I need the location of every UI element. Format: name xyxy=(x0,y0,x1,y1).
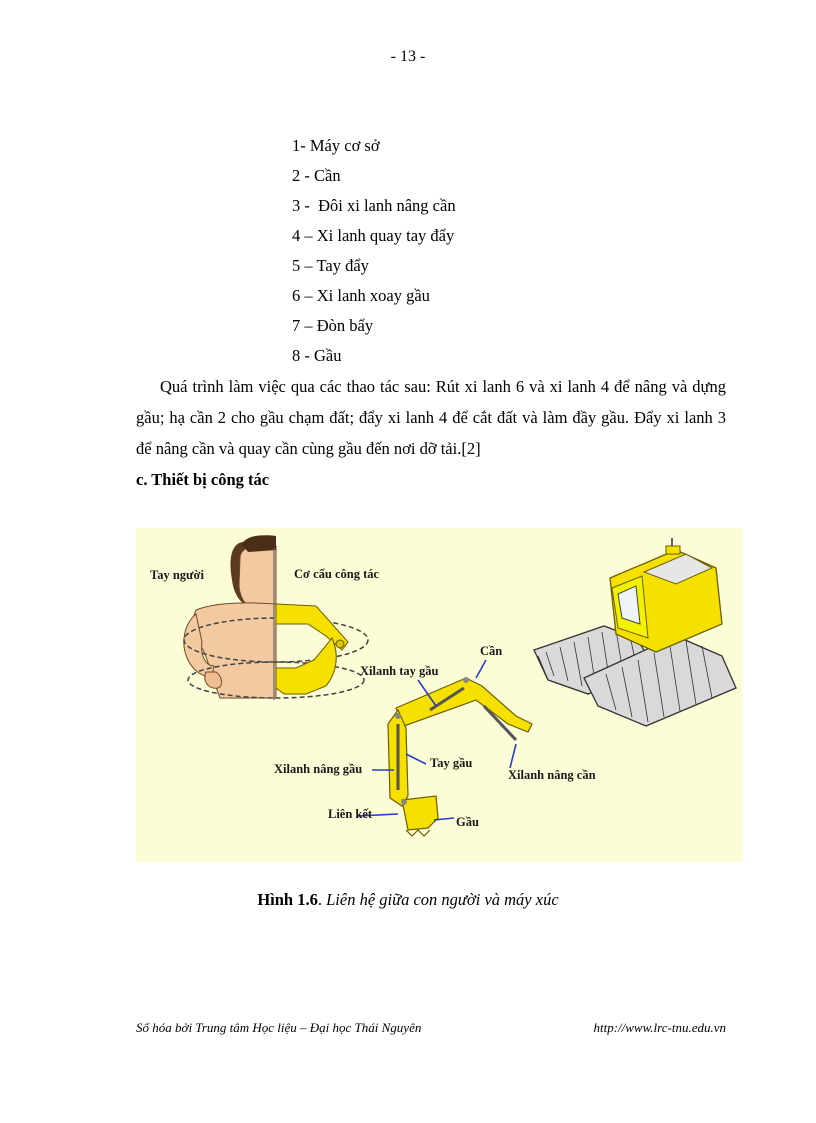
excavator xyxy=(534,538,736,726)
page-number: - 13 - xyxy=(390,48,426,65)
label-mechanism: Cơ cấu công tác xyxy=(294,567,380,581)
list-item: 7 – Đòn bẩy xyxy=(292,316,374,335)
list-item: 3 - Đôi xi lanh nâng cần xyxy=(292,196,456,215)
mechanical-arm-half xyxy=(276,604,348,694)
figure-illustration xyxy=(136,528,742,862)
label-arm-cylinder: Xilanh tay gầu xyxy=(360,664,439,678)
label-boom: Cần xyxy=(480,644,503,658)
list-item: 4 – Xi lanh quay tay đẩy xyxy=(292,226,455,245)
label-boom-cylinder: Xilanh nâng cần xyxy=(508,768,596,782)
footer-url[interactable]: http://www.lrc-tnu.edu.vn xyxy=(593,1020,726,1035)
label-human-arm: Tay người xyxy=(150,568,204,582)
figure-human-vs-excavator xyxy=(136,528,742,862)
list-item: 5 – Tay đẩy xyxy=(292,256,369,275)
body-paragraph xyxy=(136,371,726,464)
label-linkage: Liên kết xyxy=(328,807,373,821)
leader-lines xyxy=(358,660,516,820)
list-item: 2 - Cần xyxy=(292,166,341,185)
label-bucket: Gầu xyxy=(456,815,479,829)
caption-text: Liên hệ giữa con người và máy xúc xyxy=(326,890,559,909)
caption-label: Hình 1.6 xyxy=(257,890,318,909)
component-list xyxy=(292,131,456,371)
list-item: 8 - Gầu xyxy=(292,346,342,365)
figure-caption xyxy=(0,890,816,910)
footer-source: Số hóa bởi Trung tâm Học liệu – Đại học Thái Nguyên xyxy=(136,1020,422,1035)
caption-separator: . xyxy=(317,890,327,909)
label-arm: Tay gầu xyxy=(430,756,473,770)
list-item: 6 – Xi lanh xoay gầu xyxy=(292,286,430,305)
section-heading: c. Thiết bị công tác xyxy=(136,470,270,489)
paragraph-text: Quá trình làm việc qua các thao tác sau: Rút xi lanh 6 và xi lanh 4 để nâng và dựng gầu; hạ cần 2 cho gầu chạm đất; đẩy xi lanh 4 để cắt đất và làm đầy gầu. Đẩy xi lanh 3 để nâng cần và quay cần cùng gầu đến nơi dỡ tải.[2] xyxy=(136,377,726,458)
label-bucket-cylinder: Xilanh nâng gầu xyxy=(274,762,363,776)
list-item: 1- Máy cơ sở xyxy=(292,136,380,155)
